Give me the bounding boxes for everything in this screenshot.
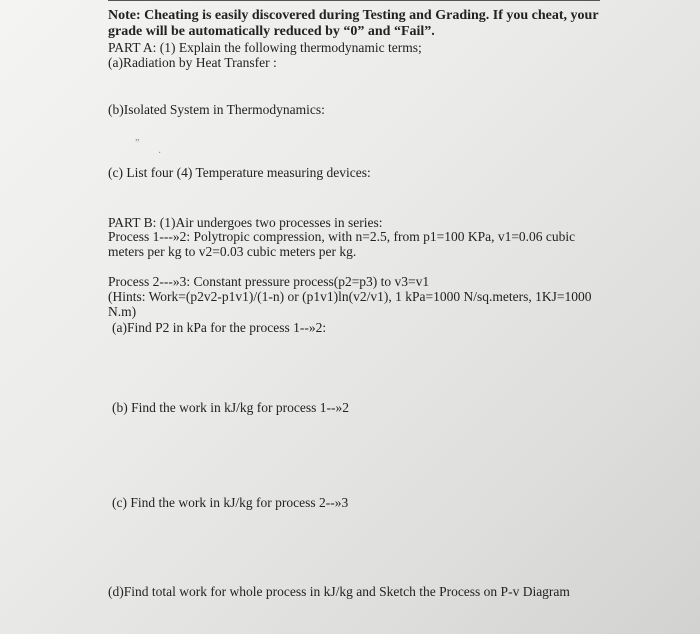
- part-b-question-b: (b) Find the work in kJ/kg for process 1--»2: [112, 400, 349, 415]
- stray-mark: ”: [135, 138, 140, 149]
- part-a-question-b: (b)Isolated System in Thermodynamics:: [108, 102, 325, 117]
- part-b-question-c: (c) Find the work in kJ/kg for process 2--»3: [112, 495, 349, 510]
- part-a-heading: PART A: (1) Explain the following thermodynamic terms;: [108, 40, 422, 55]
- part-b-question-d: (d)Find total work for whole process in kJ/kg and Sketch the Process on P-v Diagram: [108, 584, 570, 599]
- part-a-question-a: (a)Radiation by Heat Transfer :: [108, 55, 277, 70]
- hints-line-1: (Hints: Work=(p2v2-p1v1)/(1-n) or (p1v1)ln(v2/v1), 1 kPa=1000 N/sq.meters, 1KJ=1000: [108, 289, 592, 304]
- note-line-2: grade will be automatically reduced by “0” and “Fail”.: [108, 24, 435, 39]
- process-1-2-line-1: Process 1---»2: Polytropic compression, with n=2.5, from p1=100 KPa, v1=0.06 cubic: [108, 229, 576, 244]
- part-a-question-c: (c) List four (4) Temperature measuring devices:: [108, 165, 371, 180]
- part-b-heading: PART B: (1)Air undergoes two processes in series:: [108, 215, 383, 230]
- process-2-3: Process 2---»3: Constant pressure process(p2=p3) to v3=v1: [108, 274, 430, 289]
- top-divider: [108, 0, 600, 1]
- stray-mark: ·: [158, 148, 162, 159]
- part-b-question-a: (a)Find P2 in kPa for the process 1--»2:: [112, 320, 327, 335]
- note-line-1: Note: Cheating is easily discovered during Testing and Grading. If you cheat, your: [108, 8, 599, 23]
- process-1-2-line-2: meters per kg to v2=0.03 cubic meters per kg.: [108, 244, 357, 259]
- hints-line-2: N.m): [108, 304, 137, 319]
